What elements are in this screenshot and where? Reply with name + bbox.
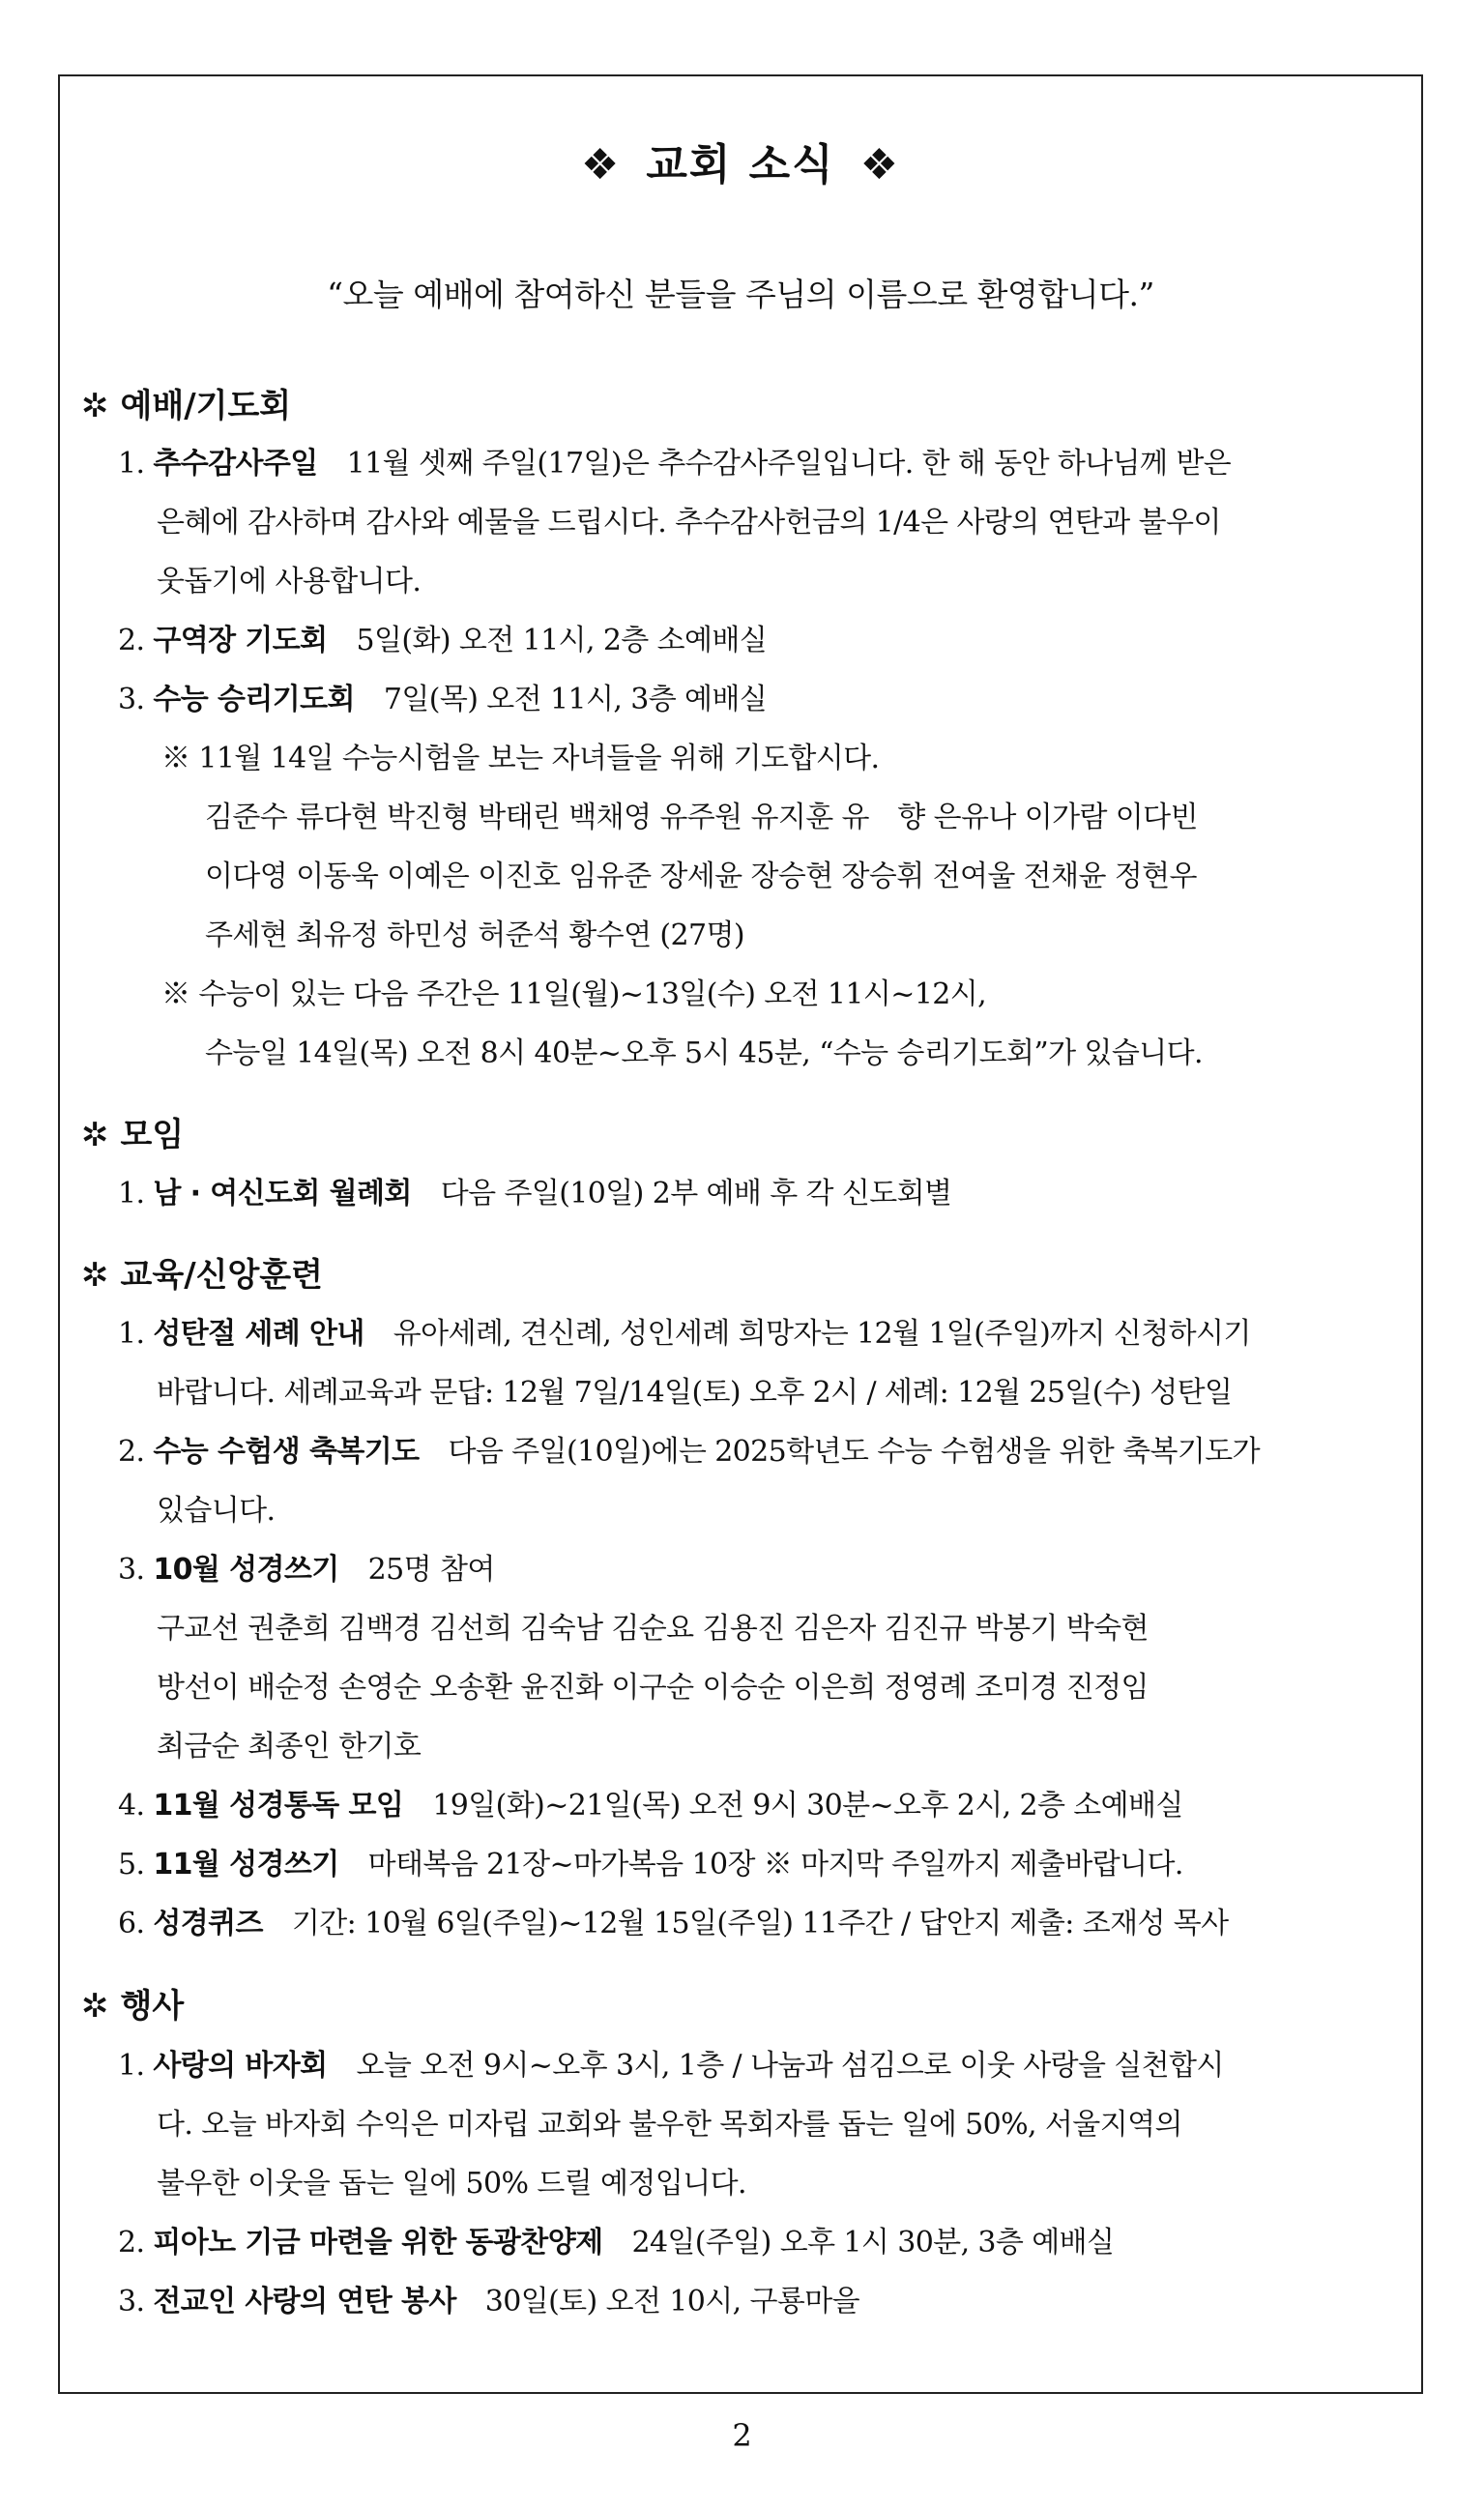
names-line: 주세현 최유정 하민성 허준석 황수연 (27명) <box>205 919 744 952</box>
bulletin-frame <box>58 74 1423 2394</box>
item-number: 3. <box>118 2285 145 2319</box>
diamond-ornament-icon: ❖ <box>580 140 622 190</box>
item-text: 유아세례, 견신례, 성인세례 희망자는 12월 1일(주일)까지 신청하시기 <box>393 1317 1251 1351</box>
section-title: 예배/기도회 <box>120 387 292 425</box>
list-item <box>118 1781 1183 1823</box>
section-title: 행사 <box>120 1987 185 2026</box>
welcome-greeting: “오늘 예배에 참여하신 분들을 주님의 이름으로 환영합니다.” <box>327 276 1154 313</box>
section-title: 모임 <box>120 1116 185 1154</box>
item-number: 2. <box>118 1435 145 1469</box>
item-text: 오늘 오전 9시~오후 3시, 1층 / 나눔과 섬김으로 이웃 사랑을 실천합시 <box>356 2049 1224 2083</box>
item-number: 2. <box>118 624 145 657</box>
item-text: 7일(목) 오전 11시, 3층 예배실 <box>383 683 768 716</box>
list-item <box>118 1545 495 1588</box>
item-text: 다음 주일(10일) 2부 예배 후 각 신도회별 <box>440 1177 952 1211</box>
names-line: 김준수 류다현 박진형 박태린 백채영 유주원 유지훈 유 향 은유나 이가람 이다빈 <box>205 801 1198 834</box>
item-number: 1. <box>118 447 145 481</box>
item-label: 성탄절 세례 안내 <box>153 1317 364 1351</box>
list-item <box>118 439 1231 481</box>
note-line-continued: 수능일 14일(목) 오전 8시 40분~오후 5시 45분, “수능 승리기도회”가 있습니다. <box>205 1036 1203 1070</box>
item-number: 1. <box>118 1177 145 1211</box>
list-item <box>118 1840 1183 1882</box>
diamond-ornament-icon: ❖ <box>859 140 901 190</box>
list-item <box>118 616 767 658</box>
item-text: 19일(화)~21일(목) 오전 9시 30분~오후 2시, 2층 소예배실 <box>432 1789 1183 1823</box>
list-item <box>118 2277 859 2319</box>
asterisk-icon: ✲ <box>81 387 109 425</box>
note-line: ※ 11월 14일 수능시험을 보는 자녀들을 위해 기도합시다. <box>161 742 880 775</box>
list-item <box>118 675 767 717</box>
item-label: 사랑의 바자회 <box>153 2049 328 2083</box>
item-label: 피아노 기금 마련을 위한 동광찬양제 <box>153 2226 603 2260</box>
item-text: 11월 셋째 주일(17일)은 추수감사주일입니다. 한 해 동안 하나님께 받은 <box>346 447 1232 481</box>
item-text-continued: 다. 오늘 바자회 수익은 미자립 교회와 불우한 목회자를 돕는 일에 50%, 서울지역의 <box>157 2108 1182 2142</box>
asterisk-icon: ✲ <box>81 1256 109 1295</box>
item-text: 30일(토) 오전 10시, 구룡마을 <box>484 2285 860 2319</box>
list-item <box>118 2218 1114 2261</box>
item-label: 구역장 기도회 <box>153 624 328 657</box>
item-text-continued: 바랍니다. 세례교육과 문답: 12월 7일/14일(토) 오후 2시 / 세례: 12월 25일(수) 성탄일 <box>157 1376 1233 1410</box>
item-label: 11월 성경통독 모임 <box>153 1789 404 1823</box>
page-title-text: 교회 소식 <box>646 140 835 190</box>
item-label: 11월 성경쓰기 <box>153 1848 339 1882</box>
section-heading-events <box>81 1979 184 2027</box>
section-heading-education <box>81 1248 323 1296</box>
item-label: 전교인 사랑의 연탄 봉사 <box>153 2285 456 2319</box>
asterisk-icon: ✲ <box>81 1116 109 1154</box>
list-item <box>118 1427 1260 1470</box>
section-heading-worship <box>81 379 291 426</box>
item-label: 수능 승리기도회 <box>153 683 355 716</box>
item-text: 5일(화) 오전 11시, 2층 소예배실 <box>356 624 768 657</box>
item-label: 수능 수험생 축복기도 <box>153 1435 420 1469</box>
names-line: 최금순 최종인 한기호 <box>157 1730 422 1764</box>
item-text: 25명 참여 <box>367 1553 495 1587</box>
names-line: 구교선 권춘희 김백경 김선희 김숙남 김순요 김용진 김은자 김진규 박봉기 박숙현 <box>157 1612 1149 1646</box>
item-label: 10월 성경쓰기 <box>153 1553 339 1587</box>
item-number: 2. <box>118 2226 145 2260</box>
item-text: 24일(주일) 오후 1시 30분, 3층 예배실 <box>631 2226 1115 2260</box>
item-label: 성경퀴즈 <box>153 1907 263 1940</box>
item-text: 마태복음 21장~마가복음 10장 ※ 마지막 주일까지 제출바랍니다. <box>367 1848 1183 1882</box>
item-label: 추수감사주일 <box>153 447 318 481</box>
item-number: 1. <box>118 2049 145 2083</box>
item-number: 6. <box>118 1907 145 1940</box>
list-item <box>118 2041 1224 2084</box>
list-item <box>118 1309 1251 1352</box>
section-title: 교육/신앙훈련 <box>120 1256 323 1295</box>
asterisk-icon: ✲ <box>81 1987 109 2026</box>
item-number: 3. <box>118 683 145 716</box>
list-item <box>118 1169 951 1211</box>
item-text: 다음 주일(10일)에는 2025학년도 수능 수험생을 위한 축복기도가 <box>448 1435 1260 1469</box>
note-line: ※ 수능이 있는 다음 주간은 11일(월)~13일(수) 오전 11시~12시, <box>161 977 987 1011</box>
item-label: 남 · 여신도회 월례회 <box>153 1177 412 1211</box>
item-text-continued: 있습니다. <box>157 1494 276 1528</box>
list-item <box>118 1899 1229 1941</box>
item-text-continued: 불우한 이웃을 돕는 일에 50% 드릴 예정입니다. <box>157 2167 746 2201</box>
names-line: 이다영 이동욱 이예은 이진호 임유준 장세윤 장승현 장승휘 전여울 전채윤 정현우 <box>205 860 1197 893</box>
names-line: 방선이 배순정 손영순 오송환 윤진화 이구순 이승순 이은희 정영례 조미경 진정임 <box>157 1671 1149 1705</box>
section-heading-meeting <box>81 1108 184 1155</box>
item-text: 기간: 10월 6일(주일)~12월 15일(주일) 11주간 / 답안지 제출: 조재성 목사 <box>291 1907 1229 1940</box>
item-number: 5. <box>118 1848 145 1882</box>
item-text-continued: 은혜에 감사하며 감사와 예물을 드립시다. 추수감사헌금의 1/4은 사랑의 연탄과 불우이 <box>157 506 1221 540</box>
item-text-continued: 웃돕기에 사용합니다. <box>157 565 422 598</box>
item-number: 3. <box>118 1553 145 1587</box>
item-number: 4. <box>118 1789 145 1823</box>
page-title <box>60 130 1421 191</box>
item-number: 1. <box>118 1317 145 1351</box>
page-number: 2 <box>732 2417 752 2454</box>
